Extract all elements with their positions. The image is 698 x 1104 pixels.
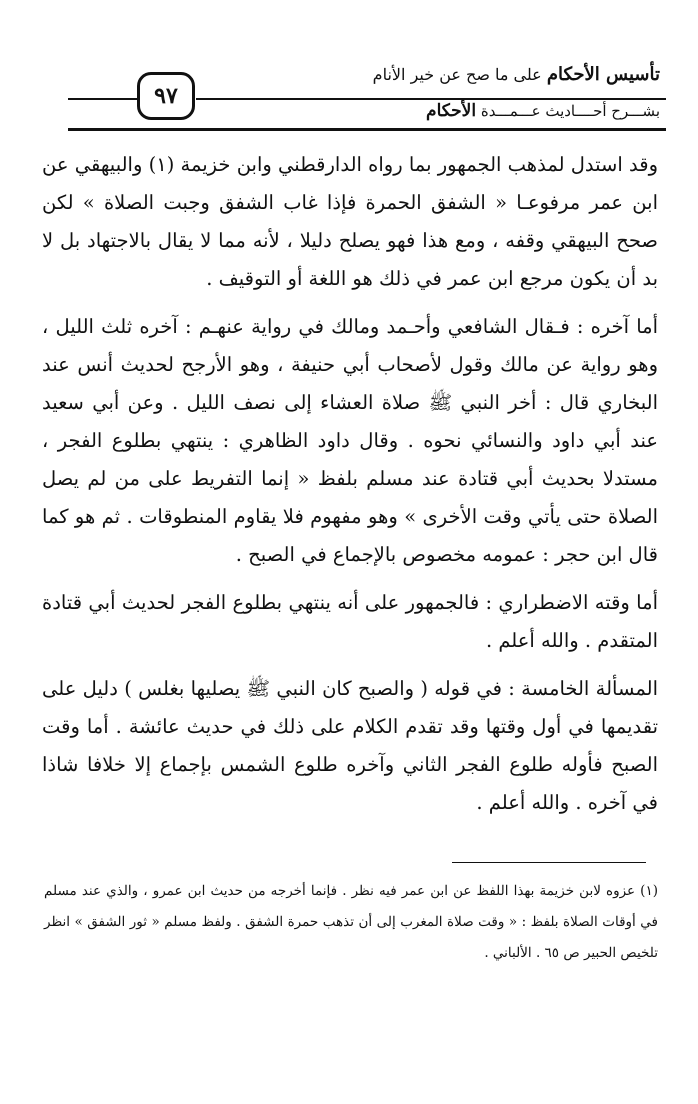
paragraph: المسألة الخامسة : في قوله ( والصبح كان النبي ﷺ يصليها بغلس ) دليل على تقديمها في أول وقتها وقد تقدم الكلام على ذلك في حديث عائشة . أما وقت الصبح فأوله طلوع الفجر الثاني وآخره طلوع الشمس بإجماع إلا خلافا شاذا في آخره . والله أعلم .: [42, 677, 658, 814]
page-number: [137, 72, 195, 120]
paragraph: أما آخره : فـقال الشافعي وأحـمد ومالك في رواية عنهـم : آخره ثلث الليل ، وهو رواية عن مالك وقول لأصحاب أبي حنيفة ، وهو الأرجح لحديث أنس عند البخاري قال : أخر النبي ﷺ صلاة العشاء إلى نصف الليل . وعن أبي سعيد عند أبي داود والنسائي نحوه . وقال داود الظاهري : ينتهي بطلوع الفجر ، مستدلا بحديث أبي قتادة عند مسلم بلفظ « إنما التفريط على من لم يصل الصلاة حتى يأتي وقت الأخرى » وهو مفهوم فلا يقاوم المنطوقات . ثم هو كما قال ابن حجر : عمومه مخصوص بالإجماع في الصبح .: [42, 315, 658, 566]
running-title-bold: تأسيس الأحكام: [546, 64, 660, 85]
footnote: (١) عزوه لابن خزيمة بهذا اللفظ عن ابن عمر فيه نظر . فإنما أخرجه من حديث ابن عمرو ، والذي عند مسلم في أوقات الصلاة بلفظ : « وقت صلاة المغرب إلى أن تذهب حمرة الشفق . ولفظ مسلم « ثور الشفق » انظر تلخيص الحبير ص ٦٥ . الألباني .: [44, 883, 658, 961]
main-text: [42, 146, 658, 832]
paragraph: وقد استدل لمذهب الجمهور بما رواه الدارقطني وابن خزيمة (١) والبيهقي عن ابن عمر مرفوعـا « الشفق الحمرة فإذا غاب الشفق وجبت الصلاة » لكن صحح البيهقي وقفه ، ومع هذا فهو يصلح دليلا ، لأنه مما لا يقال بالاجتهاد بل لا بد أن يكون مرجع ابن عمر في ذلك هو اللغة أو التوقيف .: [42, 153, 659, 290]
page-number-label: ٩٧: [154, 83, 178, 109]
running-title-rest: على ما صح عن خير الأنام: [372, 65, 542, 84]
footnote-divider: [452, 862, 646, 863]
paragraph: أما وقته الاضطراري : فالجمهور على أنه ينتهي بطلوع الفجر لحديث أبي قتادة المتقدم . والله أعلم .: [42, 591, 658, 652]
running-title: [240, 64, 660, 85]
running-subtitle-prefix: بشـــرح أحــــاديث عـــمـــدة: [480, 102, 660, 120]
running-subtitle: [240, 101, 660, 121]
running-subtitle-bold: الأحكام: [426, 101, 477, 121]
header-rule-left: [68, 98, 138, 100]
header-rule-bottom: [68, 128, 666, 131]
header-rule-right: [196, 98, 666, 100]
